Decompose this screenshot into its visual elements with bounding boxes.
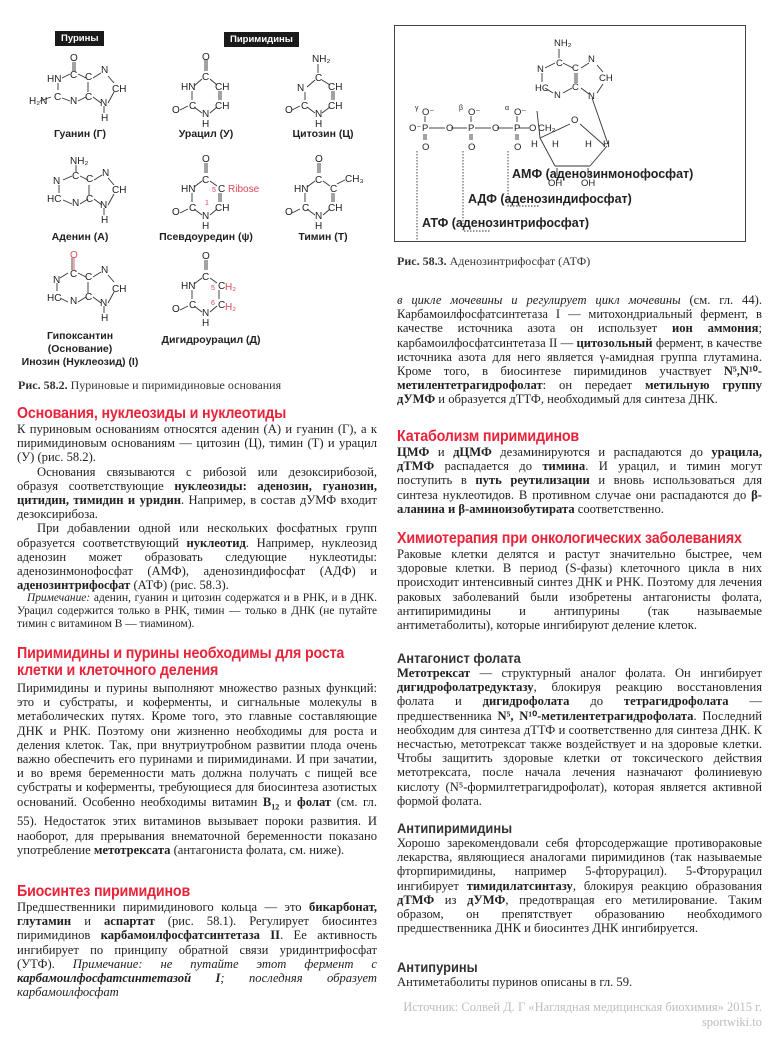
bases-note	[17, 592, 377, 631]
svg-text:N: N	[202, 109, 210, 120]
heading-bases: Основания, нуклеозиды и нуклеотиды	[17, 405, 287, 422]
svg-text:C: C	[86, 174, 94, 185]
svg-text:N: N	[100, 200, 108, 211]
biosynthesis-paragraph	[17, 900, 377, 999]
svg-text:α: α	[505, 105, 510, 112]
bold-run: N⁵, N¹⁰-метилентетрагидрофолата	[497, 708, 694, 723]
svg-text:H: H	[202, 318, 210, 329]
svg-text:HC: HC	[535, 83, 549, 94]
growth-paragraph	[17, 681, 377, 857]
svg-text:5: 5	[211, 285, 215, 292]
svg-text:C: C	[189, 300, 197, 311]
svg-text:NH₂: NH₂	[70, 156, 89, 167]
svg-text:O: O	[285, 207, 293, 218]
note-text: аденин, гуанин и цитозин содержатся и в РНК, и в ДНК. Урацил содержится только в РНК, тимин — только в ДНК (не путайте тимин с витамином В — тиамином).	[17, 592, 377, 631]
svg-text:β: β	[459, 105, 464, 112]
label-thymine: Тимин (Т)	[298, 231, 348, 243]
heading-antipyrimidines: Антипиримидины	[397, 820, 513, 836]
svg-text:C: C	[202, 175, 210, 186]
svg-text:O: O	[70, 53, 78, 64]
svg-text:C: C	[556, 58, 563, 69]
svg-text:O: O	[514, 142, 522, 153]
svg-text:HC: HC	[47, 194, 62, 205]
text-run: , блокируя реакцию восстановления фолата и	[397, 680, 762, 709]
svg-text:P: P	[468, 123, 475, 134]
section-growth	[17, 645, 377, 857]
svg-text:N: N	[70, 96, 78, 107]
svg-text:C: C	[572, 82, 579, 93]
svg-text:HN: HN	[294, 184, 309, 195]
continuation-paragraph	[397, 293, 762, 407]
svg-text:N: N	[53, 176, 61, 187]
svg-text:O: O	[468, 142, 476, 153]
svg-text:C: C	[85, 72, 93, 83]
svg-text:N: N	[537, 64, 544, 75]
svg-text:OH: OH	[548, 178, 563, 189]
svg-text:O: O	[172, 105, 180, 116]
bold-run: дУМФ	[467, 892, 506, 907]
hypoxanthine-line3: Инозин (Нуклеозид) (I)	[21, 356, 139, 368]
purines-tag: Пурины	[55, 31, 104, 46]
text-run: . Последний необходим для синтеза дТТФ и соответственно для синтеза ДНК. К несчастью, метотрексат также воздействует и на здоровые клетки. Чтобы защитить здоровые клетки от токсического действия метотрексата, после начала лечения назначают фолиниевую кислоту (N⁵-формилтетрагидрофолат), которая является активной формой фолата.	[397, 708, 762, 808]
svg-text:γ: γ	[415, 105, 419, 112]
figure-58-3	[394, 25, 746, 242]
bold-run: аспартат	[103, 914, 155, 929]
bold-run: дигидрофолатредуктазу	[397, 680, 534, 695]
svg-text:C: C	[189, 203, 197, 214]
svg-text:HN: HN	[47, 74, 62, 85]
caption-text: Аденозинтрифосфат (АТФ)	[449, 254, 591, 268]
svg-text:O⁻: O⁻	[468, 107, 481, 118]
svg-text:C: C	[315, 175, 323, 186]
bold-run: Метотрексат	[397, 666, 471, 680]
section-folate-antagonist	[397, 650, 762, 808]
svg-text:HN: HN	[181, 281, 196, 292]
svg-text:O⁻: O⁻	[409, 123, 422, 134]
svg-text:OH: OH	[581, 178, 596, 189]
label-dihydrouracil: Дигидроурацил (Д)	[161, 334, 261, 346]
svg-text:C: C	[85, 272, 93, 283]
svg-text:N: N	[554, 90, 561, 101]
svg-text:H: H	[101, 215, 109, 226]
text-run: , предотвращая его метилирование. Таким образом, он препятствует образованию необходимого предшественника ДНК и биосинтез ДНК ингибируется.	[397, 892, 763, 936]
svg-text:N: N	[315, 211, 323, 222]
svg-text:N: N	[101, 65, 109, 76]
svg-text:C: C	[86, 194, 94, 205]
svg-text:H: H	[202, 119, 210, 130]
bold-run: путь реутилизации	[475, 473, 590, 488]
svg-text:H: H	[552, 139, 559, 150]
svg-text:HN: HN	[181, 184, 196, 195]
source-site: sportwiki.to	[701, 1015, 762, 1029]
pyrimidines-tag: Пиримидины	[224, 32, 299, 47]
bold-run: дТМФ	[397, 892, 435, 907]
svg-text:HC: HC	[47, 293, 62, 304]
svg-text:O: O	[202, 251, 210, 262]
text-run: и образуется дТТФ, необходимый для синтеза ДНК.	[435, 392, 718, 407]
svg-text:C: C	[315, 73, 323, 84]
svg-text:C: C	[218, 300, 226, 311]
bold-run: цитозольный	[576, 335, 653, 350]
chemical-structures	[0, 0, 390, 375]
text-run: , блокируя реакцию образования	[572, 878, 762, 893]
svg-text:H: H	[202, 221, 210, 232]
svg-text:CH: CH	[112, 185, 127, 196]
svg-text:Ribose: Ribose	[228, 184, 260, 195]
text-run: (см. гл. 44). Карбамоилфосфатсинтетаза I — митохондриальный фермент, в качестве источника азота он использует	[397, 293, 762, 336]
bold-run: β-аланина и β-аминоизобутирата	[397, 487, 762, 516]
text-run: (см. гл. 55). Недостаток этих витаминов вызывает пороки развития. И наоборот, для прерывания внематочной беременности показано употребление	[17, 794, 377, 857]
svg-text:N: N	[102, 168, 110, 179]
section-bases	[17, 405, 377, 631]
bold-run: тимина	[542, 459, 586, 474]
bold-run: метотрексата	[93, 842, 171, 857]
svg-text:N: N	[588, 54, 595, 65]
text-run: фермент, в качестве источника азота для него является γ-амидная группа глутамина. Кроме того, в биосинтезе пиримидинов участвует	[397, 335, 762, 379]
text-run: (антагониста фолата, см. ниже).	[170, 842, 345, 857]
svg-text:O: O	[315, 154, 323, 165]
svg-text:C: C	[202, 72, 210, 83]
folate-antagonist-paragraph	[397, 666, 762, 808]
svg-text:O: O	[492, 123, 500, 134]
svg-text:CH₂: CH₂	[538, 123, 556, 134]
svg-text:C: C	[302, 203, 310, 214]
svg-text:O: O	[571, 115, 579, 126]
bold-run: тетрагидрофолата	[623, 694, 729, 709]
svg-text:C: C	[85, 292, 93, 303]
svg-text:H: H	[315, 119, 323, 130]
heading-catabolism: Катаболизм пиримидинов	[397, 428, 579, 445]
label-adenine: Аденин (А)	[51, 231, 109, 243]
bold-run: ЦМФ	[397, 445, 430, 459]
svg-text:CH: CH	[112, 284, 127, 295]
svg-text:CH: CH	[328, 101, 343, 112]
svg-text:C: C	[85, 92, 93, 103]
bold-run: нуклеозиды: аденозин, гуанозин, цитидин, тимидин и уридин	[17, 478, 377, 508]
b12-subscript: 12	[271, 802, 280, 812]
heading-growth-line2: клетки и клеточного деления	[17, 662, 219, 679]
text-run: распадается до	[434, 459, 543, 474]
text-run: соответственно.	[574, 501, 664, 516]
svg-text:P: P	[514, 123, 521, 134]
bold-run: N⁵,N¹⁰-метилентетрагидрофолат	[397, 364, 762, 393]
text-run: Предшественники пиримидинового кольца — это	[17, 900, 310, 914]
svg-text:CH: CH	[328, 82, 343, 93]
svg-text:N: N	[72, 198, 80, 209]
text-run: . И урацил, и тимин могут поступить в	[397, 459, 762, 488]
svg-text:NH₂: NH₂	[554, 38, 572, 49]
text-run: . Например, в состав дУМФ входит дезоксирибоза.	[17, 493, 377, 522]
svg-text:O: O	[529, 123, 537, 134]
caption-text: Пуриновые и пиримидиновые основания	[70, 378, 282, 392]
caption-number: Рис. 58.2.	[18, 378, 68, 392]
section-antipyrimidines	[397, 820, 762, 935]
source-footer	[312, 1000, 762, 1030]
figure-58-2-caption	[18, 378, 281, 392]
bold-run: ион аммония	[671, 321, 759, 336]
svg-text:H: H	[531, 139, 538, 150]
text-run: — структурный аналог фолата. Он ингибирует	[470, 666, 762, 680]
svg-text:N: N	[53, 275, 61, 286]
svg-text:H₂: H₂	[225, 302, 237, 313]
text-run: Пиримидины и пурины выполняют множество разных функций: это и субстраты, и коферменты, и сигнальные молекулы в метаболических путях. Кроме того, это главные составляющие ДНК и РНК. Поэтому они жизненно необходимы для роста и деления клеток. Так, при внутриутробном развитии плода очень важно обеспечить его пуринами и пиримидинами. И при зачатии, и во время беременности мать должна получать с пищей все субстраты и коферменты, требующиеся для биосинтеза азотистых оснований. Особенно необходимы витамин	[17, 681, 377, 809]
bold-run: дигидрофолата	[482, 694, 570, 709]
italic-run: Примечание: не путайте этот фермент с	[72, 956, 377, 971]
vitamin-b12	[262, 794, 280, 812]
svg-text:H₂: H₂	[225, 282, 237, 293]
svg-text:O: O	[446, 123, 454, 134]
svg-text:CH: CH	[328, 203, 343, 214]
bold-run: дЦМФ	[453, 445, 492, 459]
section-antipurines	[397, 959, 762, 989]
figure-58-3-caption	[397, 254, 590, 268]
bases-paragraph-3	[17, 521, 377, 592]
text-run: Хорошо зарекомендовали себя фторсодержащие противораковые лекарства, являющиеся аналогами пиримидинов (так называемые фторпиримидины, например 5-фторурацил). 5-Фторурацил ингибирует	[397, 836, 762, 893]
svg-text:H: H	[101, 313, 109, 324]
svg-text:H₂N: H₂N	[29, 96, 48, 107]
section-chemotherapy	[397, 530, 762, 632]
svg-text:CH: CH	[215, 203, 230, 214]
svg-text:N: N	[315, 109, 323, 120]
text-run: . Например, нуклеозид аденозин может образовать следующие нуклеотиды: аденозинмонофосфат (АМФ), аденозиндифосфат (АДФ) и	[17, 535, 377, 579]
hypoxanthine-line2: (Основание)	[47, 343, 113, 355]
svg-text:5: 5	[212, 187, 216, 194]
svg-text:C: C	[218, 281, 226, 292]
svg-text:CH₃: CH₃	[345, 174, 364, 185]
label-guanine: Гуанин (Г)	[53, 128, 107, 140]
svg-text:O: O	[202, 52, 210, 63]
svg-text:C: C	[70, 70, 78, 81]
antipyrimidines-paragraph	[397, 836, 762, 935]
chemotherapy-paragraph: Раковые клетки делятся и растут значительно быстрее, чем здоровые клетки. В период (S-фазы) клеточного цикла в них происходит интенсивный синтез ДНК и РНК. Поэтому для лечения раковых заболеваний были изобретены антагонисты фолата, антипиримидины и антипурины (так называемые антиметаболиты), которые ингибируют деление клеток.	[397, 547, 762, 633]
bold-run: карбамоилфосфатсинтетаза II	[100, 928, 281, 943]
svg-text:C: C	[189, 101, 197, 112]
svg-text:N: N	[202, 308, 210, 319]
svg-text:N: N	[588, 91, 595, 102]
amp-label: АМФ (аденозинмонофосфат)	[512, 167, 694, 181]
bold-run: бикарбонат, глутамин	[17, 900, 377, 929]
svg-text:O: O	[70, 250, 78, 261]
svg-text:C: C	[330, 184, 338, 195]
svg-text:H: H	[603, 139, 610, 150]
svg-text:O⁻: O⁻	[422, 107, 435, 118]
bold-run: фолат	[297, 794, 332, 809]
atp-label: АТФ (аденозинтрифосфат)	[422, 216, 589, 230]
bold-run: урацила, дТМФ	[397, 445, 762, 474]
svg-text:C: C	[202, 272, 210, 283]
svg-text:HN: HN	[181, 82, 196, 93]
note-label: Примечание:	[27, 592, 91, 605]
section-biosynthesis	[17, 883, 377, 999]
svg-text:O: O	[172, 207, 180, 218]
svg-text:CH: CH	[215, 82, 230, 93]
text-run: При добавлении одной или нескольких фосфатных групп образуется соответствующий	[17, 521, 377, 550]
svg-text:O: O	[202, 154, 210, 165]
text-run: и вновь использоваться для синтеза нуклеотидов. В противном случае они распадаются до	[397, 473, 762, 502]
bold-italic-run: карбамоилфосфатсинтетазой I	[17, 971, 221, 986]
svg-text:N: N	[100, 98, 108, 109]
svg-text:C: C	[301, 101, 309, 112]
text-run: и	[71, 914, 104, 929]
svg-text:NH₂: NH₂	[312, 54, 331, 65]
svg-text:C: C	[54, 92, 62, 103]
bases-paragraph-2	[17, 465, 377, 522]
bold-run: аденозинтрифосфат	[17, 578, 131, 593]
figure-58-2	[0, 0, 390, 375]
svg-text:CH: CH	[215, 101, 230, 112]
heading-antipurines: Антипурины	[397, 959, 478, 975]
heading-folate-antagonist: Антагонист фолата	[397, 650, 521, 666]
label-pseudouridine: Псевдоуредин (ψ)	[159, 231, 253, 243]
heading-biosynthesis: Биосинтез пиримидинов	[17, 883, 191, 900]
section-catabolism	[397, 428, 762, 516]
svg-text:N: N	[297, 83, 305, 94]
svg-text:O: O	[422, 142, 430, 153]
svg-text:O: O	[172, 304, 180, 315]
svg-text:H: H	[101, 113, 109, 124]
svg-text:O⁻: O⁻	[514, 107, 527, 118]
text-run: до	[569, 694, 624, 709]
svg-text:C: C	[572, 63, 579, 74]
text-run: . Ее активность ингибирует по принципу обратной связи уридинтрифосфат (УТФ).	[17, 928, 377, 971]
svg-text:N: N	[101, 265, 109, 276]
text-run: ; карбамоилфосфатсинтетаза II —	[397, 321, 762, 350]
italic-run: ; последняя образует карбамоилфосфат	[17, 971, 377, 1000]
svg-text:1: 1	[205, 200, 209, 207]
svg-text:C: C	[70, 269, 78, 280]
svg-text:P: P	[422, 123, 429, 134]
b12-letter: B	[262, 794, 272, 809]
antipurines-paragraph: Антиметаболиты пуринов описаны в гл. 59.	[397, 975, 633, 989]
svg-text:N: N	[100, 298, 108, 309]
text-run: из	[434, 892, 468, 907]
svg-text:C: C	[218, 184, 226, 195]
svg-text:H: H	[585, 139, 592, 150]
section-biosynthesis-continued	[397, 293, 762, 407]
heading-chemotherapy: Химиотерапия при онкологических заболеваниях	[397, 530, 742, 547]
svg-text:N: N	[202, 211, 210, 222]
adp-label: АДФ (аденозиндифосфат)	[468, 192, 632, 206]
bases-paragraph-1: К пуриновым основаниям относятся аденин (А) и гуанин (Г), а к пиримидиновым основаниям — цитозин (Ц), тимин (Т) и урацил (У) (рис. 58.2).	[17, 422, 377, 465]
svg-text:CH: CH	[112, 84, 127, 95]
atp-structure	[395, 26, 745, 241]
svg-text:C: C	[72, 171, 80, 182]
bold-run: нуклеотид	[186, 535, 246, 550]
text-run: Основания связываются с рибозой или дезоксирибозой, образуя соответствующие	[17, 464, 377, 493]
label-uracil: Урацил (У)	[178, 128, 234, 140]
svg-text:O: O	[285, 105, 293, 116]
heading-growth-line1: Пиримидины и пурины необходимы для роста	[17, 645, 345, 662]
italic-run: в цикле мочевины и регулирует цикл мочевины	[397, 293, 681, 307]
text-run: и	[429, 445, 454, 459]
bold-run: метильную группу дУМФ	[397, 378, 762, 407]
text-run: и	[279, 794, 298, 809]
caption-number: Рис. 58.3.	[397, 254, 447, 268]
svg-text:CH: CH	[599, 73, 613, 84]
svg-text:6: 6	[211, 300, 215, 307]
svg-text:H: H	[315, 221, 323, 232]
svg-text:N: N	[70, 296, 78, 307]
label-hypoxanthine	[20, 330, 140, 369]
hypoxanthine-line1: Гипоксантин	[46, 330, 114, 342]
text-run: : он передает	[542, 378, 645, 393]
label-cytosine: Цитозин (Ц)	[292, 128, 354, 140]
source-citation: Источник: Солвей Д. Г «Наглядная медицинская биохимия» 2015 г.	[403, 1000, 762, 1014]
bold-run: тимидилатсинтазу	[466, 878, 573, 893]
text-run: — предшественника	[397, 694, 763, 723]
text-run: (рис. 58.1). Регулирует биосинтез пиримидинов	[17, 914, 377, 943]
text-run: (АТФ) (рис. 58.3).	[130, 578, 229, 593]
text-run: дезаминируются и распадаются до	[491, 445, 712, 459]
catabolism-paragraph	[397, 445, 762, 516]
